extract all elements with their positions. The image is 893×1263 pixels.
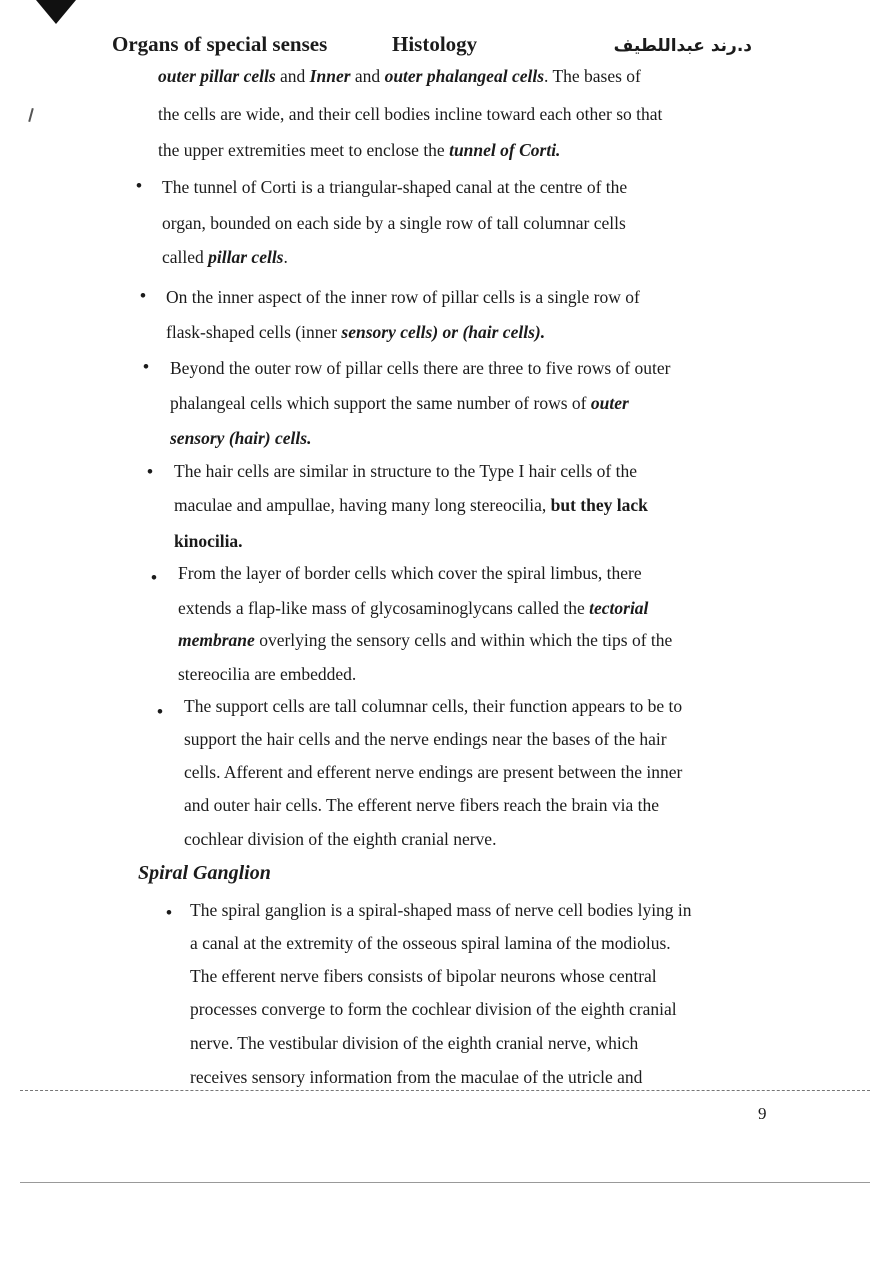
page-bottom-rule bbox=[20, 1182, 870, 1183]
intro-line-3: the upper extremities meet to enclose the tunnel of Corti. bbox=[158, 140, 561, 160]
p7-line-2: a canal at the extremity of the osseous spiral lamina of the modiolus. bbox=[190, 933, 671, 953]
header-subject: Organs of special senses bbox=[112, 32, 328, 56]
header-course: Histology bbox=[392, 32, 478, 56]
p5-line-2: extends a flap-like mass of glycosaminoglycans called the tectorial bbox=[178, 598, 649, 618]
intro-line-2: the cells are wide, and their cell bodies incline toward each other so that bbox=[158, 104, 663, 124]
p7-line-3: The efferent nerve fibers consists of bipolar neurons whose central bbox=[190, 966, 657, 986]
p6-line-3: cells. Afferent and efferent nerve endings are present between the inner bbox=[184, 762, 683, 782]
p1-line-3: called pillar cells. bbox=[162, 247, 288, 267]
section-heading: Spiral Ganglion bbox=[138, 862, 271, 884]
p2-line-1: On the inner aspect of the inner row of pillar cells is a single row of bbox=[166, 287, 640, 307]
page-divider bbox=[20, 1090, 870, 1091]
p6-line-2: support the hair cells and the nerve endings near the bases of the hair bbox=[184, 729, 667, 749]
bullet-icon: • bbox=[147, 462, 153, 481]
p3-line-2: phalangeal cells which support the same number of rows of outer bbox=[170, 393, 629, 413]
p7-line-6: receives sensory information from the maculae of the utricle and bbox=[190, 1067, 643, 1087]
p1-line-2: organ, bounded on each side by a single row of tall columnar cells bbox=[162, 213, 626, 233]
scan-mark bbox=[28, 108, 34, 122]
p6-line-4: and outer hair cells. The efferent nerve fibers reach the brain via the bbox=[184, 795, 660, 815]
scan-corner-mark bbox=[36, 0, 76, 24]
p4-line-1: The hair cells are similar in structure to the Type I hair cells of the bbox=[174, 461, 638, 481]
p3-line-3: sensory (hair) cells. bbox=[170, 428, 312, 448]
p4-line-3: kinocilia. bbox=[174, 531, 243, 551]
p5-line-1: From the layer of border cells which cover the spiral limbus, there bbox=[178, 563, 642, 583]
p7-line-4: processes converge to form the cochlear division of the eighth cranial bbox=[190, 999, 677, 1019]
p7-line-5: nerve. The vestibular division of the eighth cranial nerve, which bbox=[190, 1033, 639, 1053]
p5-line-4: stereocilia are embedded. bbox=[178, 664, 357, 684]
bullet-icon: • bbox=[143, 357, 149, 376]
p6-line-5: cochlear division of the eighth cranial nerve. bbox=[184, 829, 497, 849]
bullet-icon: • bbox=[151, 568, 157, 587]
p3-line-1: Beyond the outer row of pillar cells there are three to five rows of outer bbox=[170, 358, 671, 378]
bullet-icon: • bbox=[157, 702, 163, 721]
header-author: د.رند عبداللطيف bbox=[613, 36, 752, 56]
bullet-icon: • bbox=[166, 903, 172, 922]
p7-line-1: The spiral ganglion is a spiral-shaped mass of nerve cell bodies lying in bbox=[190, 900, 692, 920]
page-number: 9 bbox=[758, 1104, 767, 1123]
bullet-icon: • bbox=[140, 286, 146, 305]
p5-line-3: membrane overlying the sensory cells and within which the tips of the bbox=[178, 630, 673, 650]
bullet-icon: • bbox=[136, 176, 142, 195]
p6-line-1: The support cells are tall columnar cells, their function appears to be to bbox=[184, 696, 683, 716]
p4-line-2: maculae and ampullae, having many long stereocilia, but they lack bbox=[174, 495, 648, 515]
p1-line-1: The tunnel of Corti is a triangular-shaped canal at the centre of the bbox=[162, 177, 628, 197]
page-header bbox=[112, 32, 752, 62]
intro-line-1: outer pillar cells and Inner and outer phalangeal cells. The bases of bbox=[158, 66, 641, 86]
p2-line-2: flask-shaped cells (inner sensory cells) or (hair cells). bbox=[166, 322, 546, 342]
